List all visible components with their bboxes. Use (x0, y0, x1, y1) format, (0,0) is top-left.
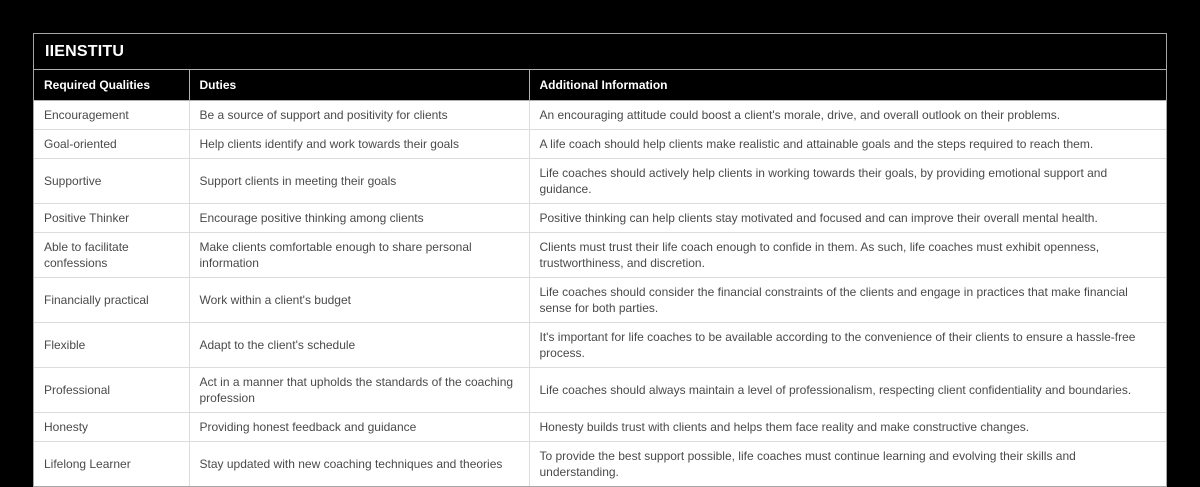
info-cell: An encouraging attitude could boost a client's morale, drive, and overall outlook on their problems. (529, 101, 1166, 130)
quality-cell: Positive Thinker (34, 204, 189, 233)
info-cell: It's important for life coaches to be available according to the convenience of their clients to ensure a hassle-free process. (529, 323, 1166, 368)
info-cell: A life coach should help clients make realistic and attainable goals and the steps required to reach them. (529, 130, 1166, 159)
duty-cell: Support clients in meeting their goals (189, 159, 529, 204)
duty-cell: Encourage positive thinking among clients (189, 204, 529, 233)
column-header-additional-information: Additional Information (529, 70, 1166, 101)
table-row (34, 130, 1166, 159)
duty-cell: Work within a client's budget (189, 278, 529, 323)
info-cell: Life coaches should actively help clients in working towards their goals, by providing emotional support and guidance. (529, 159, 1166, 204)
info-cell: To provide the best support possible, life coaches must continue learning and evolving their skills and understanding. (529, 442, 1166, 487)
info-cell: Life coaches should consider the financial constraints of the clients and engage in practices that make financial sense for both parties. (529, 278, 1166, 323)
quality-cell: Supportive (34, 159, 189, 204)
duty-cell: Stay updated with new coaching techniques and theories (189, 442, 529, 487)
brand-title: IIENSTITU (34, 34, 1166, 70)
duty-cell: Make clients comfortable enough to share personal information (189, 233, 529, 278)
table-row (34, 159, 1166, 204)
duty-cell: Adapt to the client's schedule (189, 323, 529, 368)
quality-cell: Lifelong Learner (34, 442, 189, 487)
life-coach-qualities-table (34, 70, 1166, 486)
quality-cell: Financially practical (34, 278, 189, 323)
info-cell: Positive thinking can help clients stay motivated and focused and can improve their overall mental health. (529, 204, 1166, 233)
quality-cell: Encouragement (44, 108, 129, 122)
column-header-required-qualities: Required Qualities (34, 70, 189, 101)
quality-cell: Flexible (34, 323, 189, 368)
table-row (34, 233, 1166, 278)
table-row (34, 278, 1166, 323)
quality-cell: Able to facilitate confessions (34, 233, 189, 278)
quality-cell: Goal-oriented (34, 130, 189, 159)
info-cell: Life coaches should always maintain a level of professionalism, respecting client confidentiality and boundaries. (529, 368, 1166, 413)
table-row (34, 368, 1166, 413)
duty-cell: Providing honest feedback and guidance (189, 413, 529, 442)
quality-cell: Honesty (34, 413, 189, 442)
qualities-table-card (33, 33, 1167, 487)
info-cell: Clients must trust their life coach enough to confide in them. As such, life coaches must exhibit openness, trustworthiness, and discretion. (529, 233, 1166, 278)
table-row (34, 101, 1166, 130)
table-row (34, 413, 1166, 442)
table-row (34, 204, 1166, 233)
table-row (34, 442, 1166, 487)
column-header-duties: Duties (189, 70, 529, 101)
duty-cell: Act in a manner that upholds the standards of the coaching profession (189, 368, 529, 413)
table-row (34, 323, 1166, 368)
info-cell: Honesty builds trust with clients and helps them face reality and make constructive changes. (529, 413, 1166, 442)
duty-cell: Help clients identify and work towards their goals (189, 130, 529, 159)
header-row (34, 70, 1166, 101)
duty-cell: Be a source of support and positivity for clients (189, 101, 529, 130)
quality-cell: Professional (34, 368, 189, 413)
